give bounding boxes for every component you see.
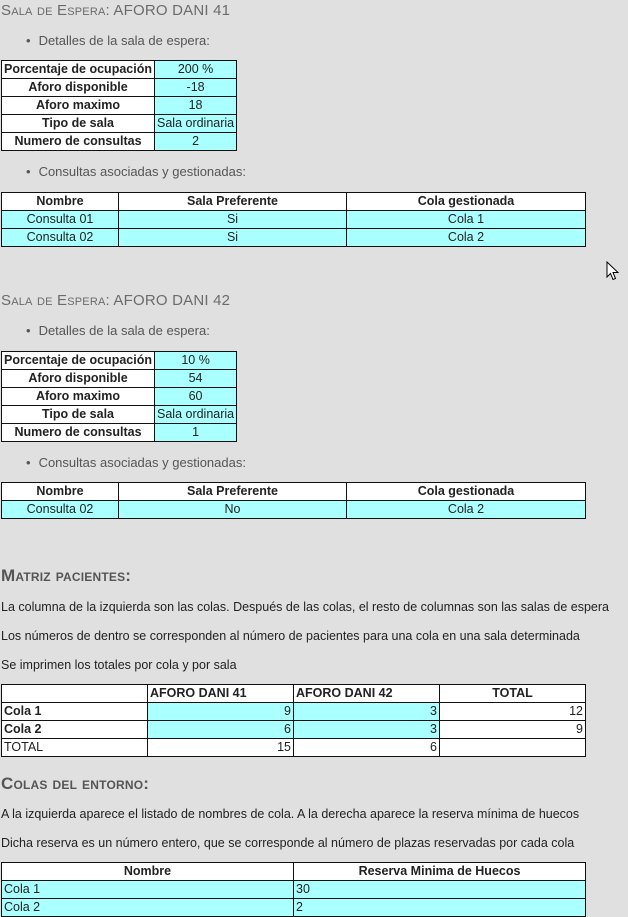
consultas-bullet: • Consultas asociadas y gestionadas:	[26, 455, 246, 470]
table-header-row	[2, 193, 586, 211]
consultas-table	[1, 192, 586, 247]
col-header: Cola gestionada	[347, 193, 586, 211]
details-table	[1, 60, 237, 151]
table-row	[2, 352, 237, 370]
sala-title: Sala de Espera: AFORO DANI 41	[1, 2, 231, 19]
table-row	[2, 739, 586, 757]
table-header-row	[2, 483, 586, 501]
consultas-bullet: • Consultas asociadas y gestionadas:	[26, 164, 246, 179]
table-row	[2, 406, 237, 424]
details-bullet: • Detalles de la sala de espera:	[26, 323, 210, 338]
table-cell: Cola 2	[2, 899, 294, 917]
col-header: AFORO DANI 42	[294, 685, 440, 703]
table-cell: 9	[148, 703, 294, 721]
row-total: 9	[440, 721, 586, 739]
details-value: Sala ordinaria	[155, 406, 237, 424]
table-row	[2, 881, 586, 899]
col-header: Reserva Minima de Huecos	[294, 863, 586, 881]
table-row	[2, 501, 586, 519]
details-label: Aforo disponible	[2, 370, 155, 388]
details-table	[1, 351, 237, 442]
details-value: 2	[155, 133, 237, 151]
table-cell: 6	[148, 721, 294, 739]
table-row	[2, 211, 586, 229]
col-header: Cola gestionada	[347, 483, 586, 501]
table-row	[2, 133, 237, 151]
col-header: TOTAL	[440, 685, 586, 703]
table-cell: 3	[294, 703, 440, 721]
col-header	[2, 685, 148, 703]
colas-paragraph: A la izquierda aparece el listado de nombres de cola. A la derecha aparece la reserva mínima de huecos	[1, 807, 580, 821]
table-cell: No	[119, 501, 347, 519]
details-value: 54	[155, 370, 237, 388]
details-label: Tipo de sala	[2, 115, 155, 133]
col-header: Sala Preferente	[119, 193, 347, 211]
col-header: Nombre	[2, 193, 119, 211]
table-row	[2, 899, 586, 917]
colas-paragraph: Dicha reserva es un número entero, que se corresponde al número de plazas reservadas por cada cola	[1, 836, 575, 850]
row-header: TOTAL	[2, 739, 148, 757]
table-row	[2, 424, 237, 442]
details-label: Porcentaje de ocupación	[2, 61, 155, 79]
details-value: 10 %	[155, 352, 237, 370]
col-header: Sala Preferente	[119, 483, 347, 501]
column-total: 6	[294, 739, 440, 757]
row-header: Cola 1	[2, 703, 148, 721]
table-cell: 3	[294, 721, 440, 739]
table-row	[2, 115, 237, 133]
matriz-paragraph: Los números de dentro se corresponden al número de pacientes para una cola en una sala determinada	[1, 629, 580, 643]
table-cell: 30	[294, 881, 586, 899]
details-label: Porcentaje de ocupación	[2, 352, 155, 370]
matriz-table	[1, 684, 586, 757]
table-row	[2, 370, 237, 388]
table-cell: Si	[119, 211, 347, 229]
column-total: 15	[148, 739, 294, 757]
table-row	[2, 229, 586, 247]
table-header-row	[2, 863, 586, 881]
mouse-pointer-icon	[606, 261, 620, 286]
col-header: AFORO DANI 41	[148, 685, 294, 703]
col-header: Nombre	[2, 483, 119, 501]
colas-title: Colas del entorno:	[1, 774, 150, 793]
colas-table	[1, 862, 586, 917]
table-header-row	[2, 685, 586, 703]
consultas-table	[1, 482, 586, 519]
details-value: 60	[155, 388, 237, 406]
table-row	[2, 97, 237, 115]
details-label: Tipo de sala	[2, 406, 155, 424]
details-value: -18	[155, 79, 237, 97]
details-value: 18	[155, 97, 237, 115]
table-cell: 2	[294, 899, 586, 917]
details-value: 200 %	[155, 61, 237, 79]
table-cell: Consulta 01	[2, 211, 119, 229]
table-cell: Si	[119, 229, 347, 247]
table-cell: Cola 2	[347, 229, 586, 247]
details-value: Sala ordinaria	[155, 115, 237, 133]
details-label: Aforo disponible	[2, 79, 155, 97]
matriz-paragraph: Se imprimen los totales por cola y por sala	[1, 658, 237, 672]
details-label: Numero de consultas	[2, 424, 155, 442]
col-header: Nombre	[2, 863, 294, 881]
sala-title: Sala de Espera: AFORO DANI 42	[1, 292, 231, 309]
table-row	[2, 388, 237, 406]
details-label: Aforo maximo	[2, 97, 155, 115]
grand-total	[440, 739, 586, 757]
table-cell: Cola 1	[2, 881, 294, 899]
details-bullet: • Detalles de la sala de espera:	[26, 33, 210, 48]
table-cell: Consulta 02	[2, 501, 119, 519]
details-label: Numero de consultas	[2, 133, 155, 151]
details-label: Aforo maximo	[2, 388, 155, 406]
row-header: Cola 2	[2, 721, 148, 739]
table-row	[2, 703, 586, 721]
table-row	[2, 79, 237, 97]
matriz-paragraph: La columna de la izquierda son las colas. Después de las colas, el resto de columnas son las salas de espera	[1, 600, 609, 614]
row-total: 12	[440, 703, 586, 721]
matriz-title: Matriz pacientes:	[1, 566, 132, 585]
table-row	[2, 61, 237, 79]
table-cell: Consulta 02	[2, 229, 119, 247]
table-cell: Cola 1	[347, 211, 586, 229]
details-value: 1	[155, 424, 237, 442]
table-row	[2, 721, 586, 739]
table-cell: Cola 2	[347, 501, 586, 519]
